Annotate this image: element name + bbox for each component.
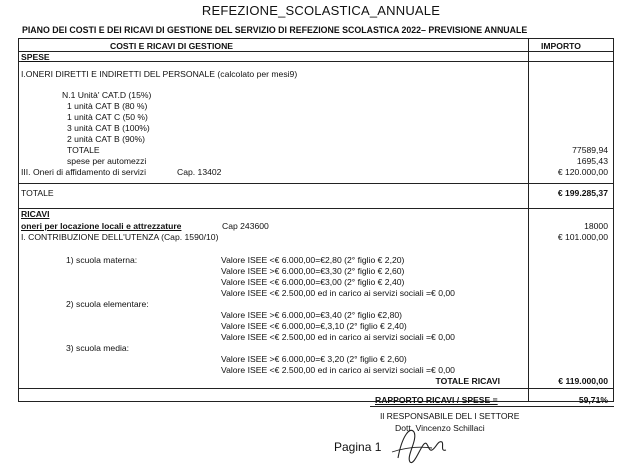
automezzi-value: 1695,43 [576, 156, 608, 166]
rate-row: Valore ISEE >€ 6.000,00=€ 3,20 (2° figlio € 2,60) [221, 354, 407, 364]
rate-row: Valore ISEE >€ 6.000,00=€3,40 (2° figlio €2,80) [221, 310, 403, 320]
amount-column-divider [528, 38, 529, 402]
contribuzione-label: I. CONTRIBUZIONE DELL'UTENZA (Cap. 1590/10) [21, 232, 219, 242]
ricavi-heading: RICAVI [21, 209, 50, 219]
staff-row: 2 unità CAT B (90%) [67, 134, 146, 144]
staff-row: 1 unità CAT B (80 %) [67, 101, 148, 111]
totale-ricavi-value: € 119.000,00 [558, 376, 608, 386]
staff-row: 1 unità CAT C (50 %) [67, 112, 148, 122]
affidamento-value: € 120.000,00 [557, 167, 608, 177]
rate-row: Valore ISEE <€ 6.000,00=€2,80 (2° figlio € 2,20) [221, 255, 405, 265]
spese-heading: SPESE [21, 52, 50, 62]
grand-total-value: € 199.285,37 [557, 188, 608, 198]
personale-heading: I.ONERI DIRETTI E INDIRETTI DEL PERSONALE (calcolato per mesi9) [21, 69, 298, 79]
ricavi-top-rule [18, 208, 614, 209]
personale-totale-label: TOTALE [67, 145, 100, 155]
school-media: 3) scuola media: [66, 343, 130, 353]
personale-totale-value: 77589,94 [572, 145, 608, 155]
plan-title: PIANO DEI COSTI E DEI RICAVI DI GESTIONE DEL SERVIZIO DI REFEZIONE SCOLASTICA 2022– PREVISIONE ANNUALE [22, 25, 528, 35]
locazione-label: oneri per locazione locali e attrezzature [21, 221, 182, 231]
table-left-border [18, 38, 19, 402]
table-right-border [613, 38, 614, 402]
locazione-cap: Cap 243600 [222, 221, 269, 231]
affidamento-cap: Cap. 13402 [177, 167, 222, 177]
handwritten-signature [388, 418, 450, 468]
grand-total-label: TOTALE [21, 188, 54, 198]
rate-row: Valore ISEE >€ 6.000,00=€3,30 (2° figlio € 2,60) [221, 266, 405, 276]
affidamento-label: III. Oneri di affidamento di servizi [21, 167, 146, 177]
header-costi-ricavi: COSTI E RICAVI DI GESTIONE [110, 41, 234, 51]
signature-name: Dott. Vincenzo Schillaci [395, 423, 485, 433]
rate-row: Valore ISEE <€ 2.500,00 ed in carico ai servizi sociali =€ 0,00 [221, 288, 455, 298]
rate-row: Valore ISEE <€ 6.000,00=€3,00 (2° figlio € 2,40) [221, 277, 405, 287]
table-bottom-border [18, 401, 614, 402]
totale-ricavi-rule [18, 388, 614, 389]
document-title: REFEZIONE_SCOLASTICA_ANNUALE [201, 3, 441, 18]
table-top-border [18, 38, 614, 39]
staff-row: 3 unità CAT B (100%) [67, 123, 150, 133]
spese-heading-rule [18, 61, 614, 62]
contribuzione-value: € 101.000,00 [557, 232, 608, 242]
total-top-rule [18, 183, 614, 184]
school-elementare: 2) scuola elementare: [66, 299, 149, 309]
header-importo: IMPORTO [541, 41, 581, 51]
rapporto-value: 59,71% [578, 395, 608, 405]
staff-row: N.1 Unità' CAT.D (15%) [62, 90, 152, 100]
rate-row: Valore ISEE <€ 2.500,00 ed in carico ai servizi sociali =€ 0,00 [221, 365, 455, 375]
rapporto-rule [370, 406, 614, 407]
automezzi-label: spese per automezzi [67, 156, 147, 166]
locazione-value: 18000 [584, 221, 608, 231]
rate-row: Valore ISEE <€ 6.000,00=€,3,10 (2° figlio € 2,40) [221, 321, 407, 331]
rate-row: Valore ISEE <€ 2.500,00 ed in carico ai servizi sociali =€ 0,00 [221, 332, 455, 342]
page-number: Pagina 1 [334, 440, 382, 454]
table-header-bottom-border [18, 51, 614, 52]
rapporto-label: RAPPORTO RICAVI / SPESE = [375, 395, 498, 405]
totale-ricavi-label: TOTALE RICAVI [435, 376, 500, 386]
school-materna: 1) scuola materna: [66, 255, 138, 265]
signature-role: Il RESPONSABILE DEL I SETTORE [380, 411, 520, 421]
